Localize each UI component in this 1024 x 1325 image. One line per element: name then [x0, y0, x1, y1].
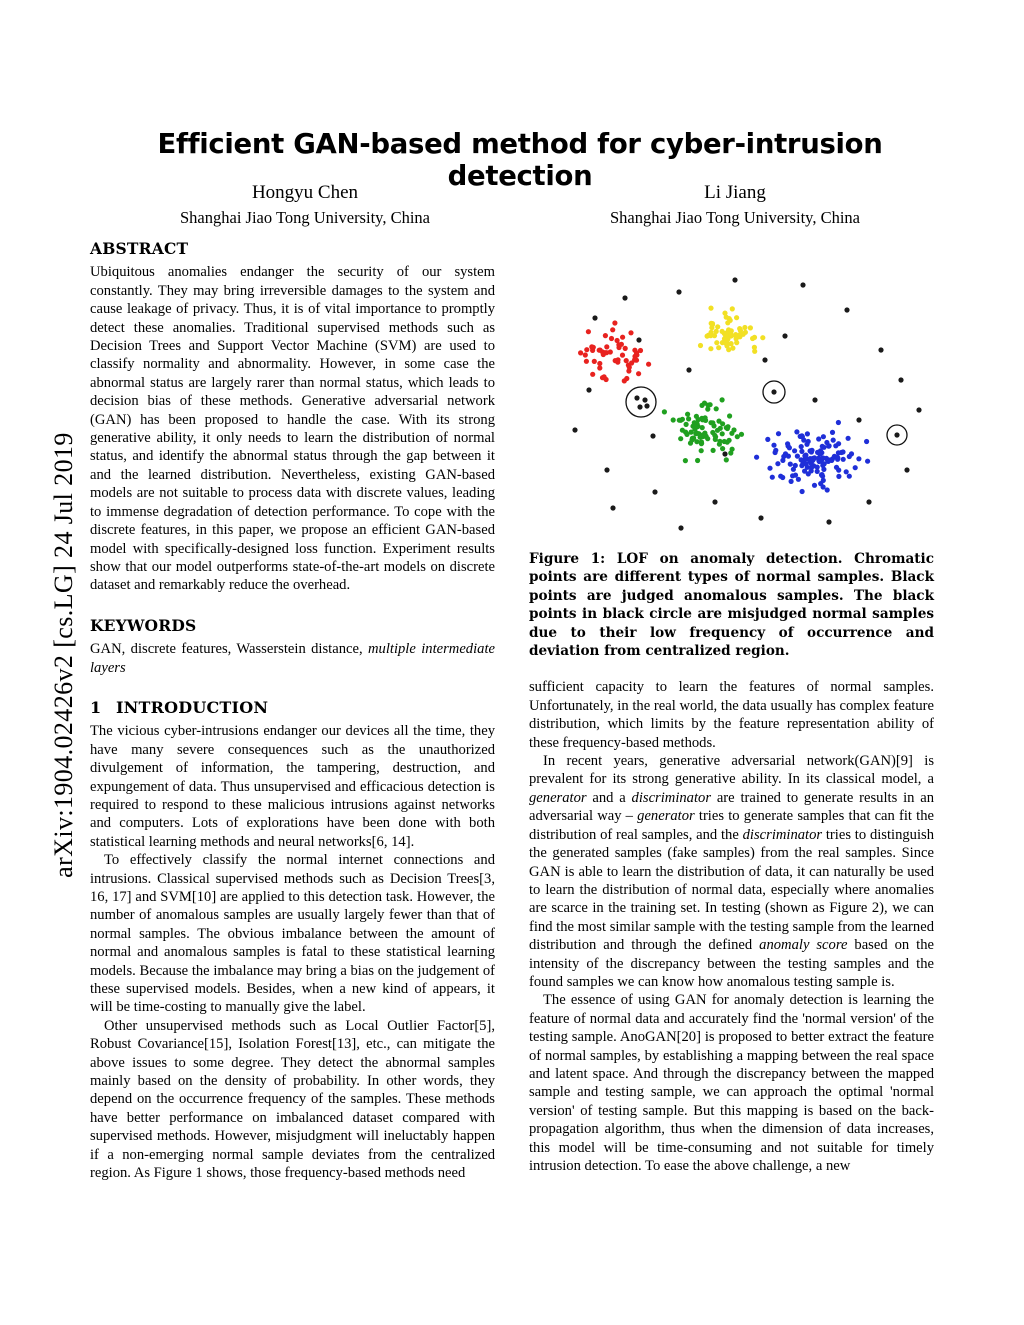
- arxiv-stamp: arXiv:1904.02426v2 [cs.LG] 24 Jul 2019: [49, 432, 78, 878]
- author-2-affiliation: Shanghai Jiao Tong University, China: [610, 208, 860, 227]
- intro-paragraph-3: Other unsupervised methods such as Local Outlier Factor[5], Robust Covariance[15], Isolation Forest[13], etc., can mitigate the above issues to some degree. They detect the abnormal samples mainly based on the density of probability. In other words, they depend on the occurrence frequency of the samples. These methods have better performance on imbalanced dataset compared with supervised methods. However, misjudgment will ineluctably happen if a non-emerging normal sample deviates from the centralized region. As Figure 1 shows, those frequency-based methods need: [90, 1017, 495, 1182]
- rp2-b: and a: [586, 789, 632, 806]
- rp2-f: based on the intensity of the discrepancy between the testing samples and the found samples we can know how anomalous testing sample is.: [529, 937, 934, 990]
- author-1: [90, 180, 520, 230]
- abstract-heading: ABSTRACT: [90, 239, 189, 258]
- author-1-name: Hongyu Chen: [251, 182, 359, 203]
- introduction-heading: [90, 699, 495, 717]
- right-paragraph-2: [529, 752, 934, 991]
- keywords-italic: multiple intermediate layers: [90, 641, 495, 676]
- rp2-a: In recent years, generative adversarial network(GAN)[9] is prevalent for its strong generative ability. In its classical model, a: [529, 753, 934, 788]
- rp2-i1: generator: [529, 789, 587, 806]
- rp2-i5: anomaly score: [759, 937, 848, 954]
- introduction-title: INTRODUCTION: [116, 697, 269, 717]
- rp2-i4: discriminator: [742, 826, 823, 843]
- right-paragraph-1: sufficient capacity to learn the features of normal samples. Unfortunately, in the real world, the data usually has complex feature distribution, which limits by the feature representation ability of these frequency-based methods.: [529, 679, 934, 751]
- rp2-i2: discriminator: [631, 789, 712, 806]
- figure-1: [529, 240, 934, 540]
- author-list: [90, 180, 950, 230]
- author-1-affiliation: Shanghai Jiao Tong University, China: [180, 208, 430, 227]
- keywords-text: [90, 640, 495, 677]
- right-paragraph-3: The essence of using GAN for anomaly detection is learning the feature of normal data and accurately find the 'normal version' of the testing sample. AnoGAN[20] is proposed to better extract the feature of normal samples, by establishing a mapping between the real space and latent space. And through the discrepancy between the mapped sample and testing sample, we can approach the optimal 'normal version' of testing sample. But this mapping is based on the back-propagation algorithm, thus when the dimension of data increases, this model will be time-consuming and not suitable for timely intrusion detection. To ease the above challenge, a new: [529, 992, 934, 1174]
- keywords-heading: KEYWORDS: [90, 615, 197, 635]
- introduction-number: 1: [90, 697, 102, 717]
- intro-paragraph-2: To effectively classify the normal internet connections and intrusions. Classical supervised methods such as Decision Trees[3, 16, 17] and SVM[10] are applied to this detection task. However, the number of anomalous samples are usually largely fewer than that of normal samples. The obvious imbalance between the amount of normal and anomalous samples is fatal to these statistical learning models. Because the imbalance may bring a bias on the judgement of these supervised models. Besides, when a new kind of appears, it will be time-costing to manually give the label.: [90, 852, 495, 1016]
- keywords-plain: GAN, discrete features, Wasserstein distance,: [90, 641, 368, 658]
- intro-paragraph-1: The vicious cyber-intrusions endanger our devices all the time, they have many severe consequences such as the unauthorized divulgement of information, the tampering, destruction, and expungement of data. Thus unsupervised and efficacious detection is required to respond to these malicious intrusions against networks and computers. Lots of explorations have been done with both statistical learning methods and neural networks[6, 14].: [90, 723, 495, 850]
- rp2-e: tries to distinguish the generated samples (fake samples) from the real samples. Since GAN is able to learn the distribution of data, it can naturally be used to learn the distribution of normal data, especially where anomalies are scarce in the training set. In testing (shown as Figure 2), we can find the most similar sample with the testing sample from the learned distribution and through the defined: [529, 826, 934, 954]
- left-column: [90, 240, 495, 1183]
- figure-1-caption: Figure 1: LOF on anomaly detection. Chromatic points are different types of normal samples. Black points are judged anomalous samples. The black points in black circle are misjudged normal samples due to their low frequency of occurrence and deviation from centralized region.: [529, 551, 934, 660]
- abstract-text: Ubiquitous anomalies endanger the security of our system constantly. They may bring irreversible damages to the system and cause leakage of privacy. Thus, it is of vital importance to promptly detect these anomalies. Traditional supervised methods such as Decision Trees and Support Vector Machine (SVM) are used to classify normality and abnormality. However, in some case the abnormal status are largely rarer than normal status, which leads to decision bias of these methods. Generative adversarial network (GAN) has been proposed to handle the case. With its strong generative ability, it only needs to learn the distribution of normal status, and identify the abnormal status through the gap between it and the learned distribution. Nevertheless, existing GAN-based models are not suitable to process data with discrete values, leading to immense degradation of detection performance. To cope with the discrete features, in this paper, we propose an efficient GAN-based model with specifically-designed loss function. Experiment results show that our model outperforms state-of-the-art models on discrete dataset and remarkably reduce the overhead.: [90, 264, 495, 594]
- page-title: Efficient GAN-based method for cyber-intrusion detection: [157, 128, 883, 192]
- lof-scatter-plot: [529, 240, 934, 540]
- right-column: [529, 240, 934, 1175]
- outlier-circle-1: [626, 387, 656, 417]
- author-2-name: Li Jiang: [704, 182, 766, 203]
- rp2-c: are trained to generate results in an adversarial way –: [529, 789, 934, 825]
- author-2: [520, 180, 950, 230]
- rp2-d: tries to generate samples that can fit the distribution of real samples, and the: [529, 808, 934, 843]
- rp2-i3: generator: [637, 808, 695, 825]
